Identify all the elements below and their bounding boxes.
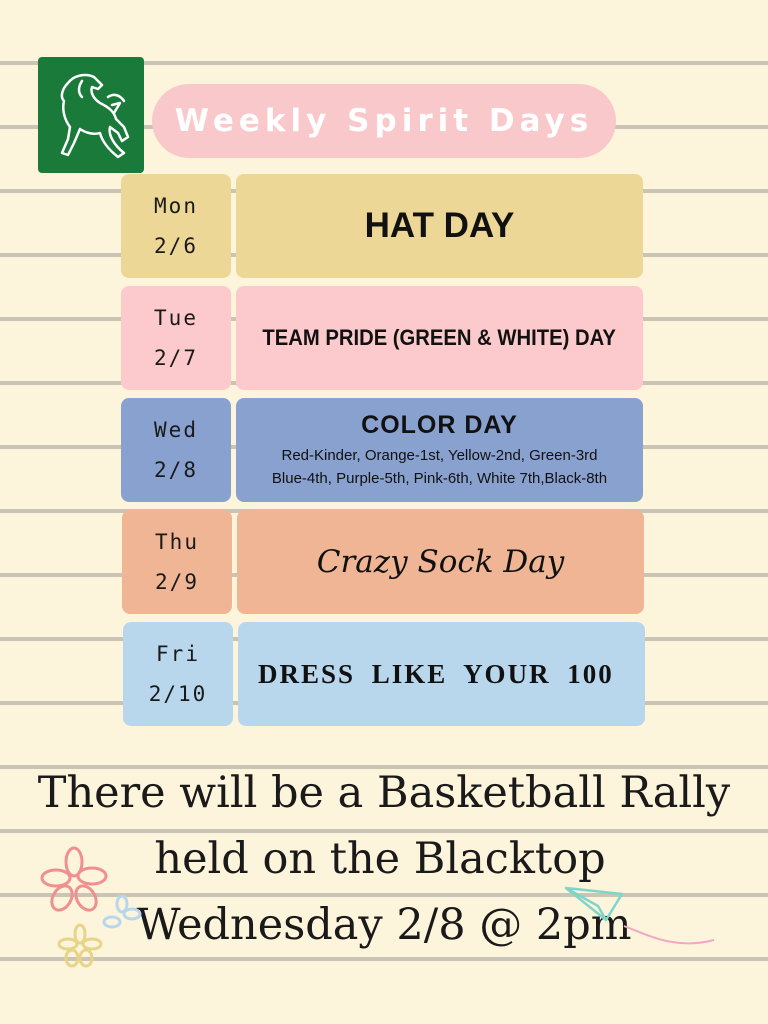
event-label: COLOR DAY <box>361 410 518 439</box>
announcement-line-1: There will be a Basketball Rally <box>37 768 731 818</box>
announcement-line-3: Wednesday 2/8 @ 2pm <box>136 900 632 950</box>
event-label: DRESS LIKE YOUR 100 <box>258 658 614 689</box>
page-title: Weekly Spirit Days <box>174 103 594 139</box>
event-label: HAT DAY <box>364 206 515 245</box>
paper-plane-icon <box>566 888 622 920</box>
day-date: 2/7 <box>154 346 198 370</box>
day-label: Mon <box>154 194 198 218</box>
event-label: Crazy Sock Day <box>316 544 565 580</box>
announcement-line-2: held on the Blacktop <box>154 834 606 884</box>
day-label: Thu <box>155 530 199 554</box>
event-detail-line1: Red-Kinder, Orange-1st, Yellow-2nd, Green-3rd <box>281 446 598 464</box>
event-detail-line2: Blue-4th, Purple-5th, Pink-6th, White 7th,Black-8th <box>271 469 608 487</box>
flower-icon <box>59 925 101 966</box>
day-date: 2/6 <box>154 234 198 258</box>
day-date: 2/8 <box>154 458 198 482</box>
day-label: Fri <box>156 642 200 666</box>
day-date: 2/9 <box>155 570 199 594</box>
event-label: TEAM PRIDE (GREEN & WHITE) DAY <box>262 325 617 350</box>
plane-trail <box>624 926 714 943</box>
day-label: Tue <box>154 306 198 330</box>
flower-icon <box>42 848 106 914</box>
flower-icon <box>104 896 140 927</box>
day-label: Wed <box>154 418 198 442</box>
day-date: 2/10 <box>148 682 208 706</box>
